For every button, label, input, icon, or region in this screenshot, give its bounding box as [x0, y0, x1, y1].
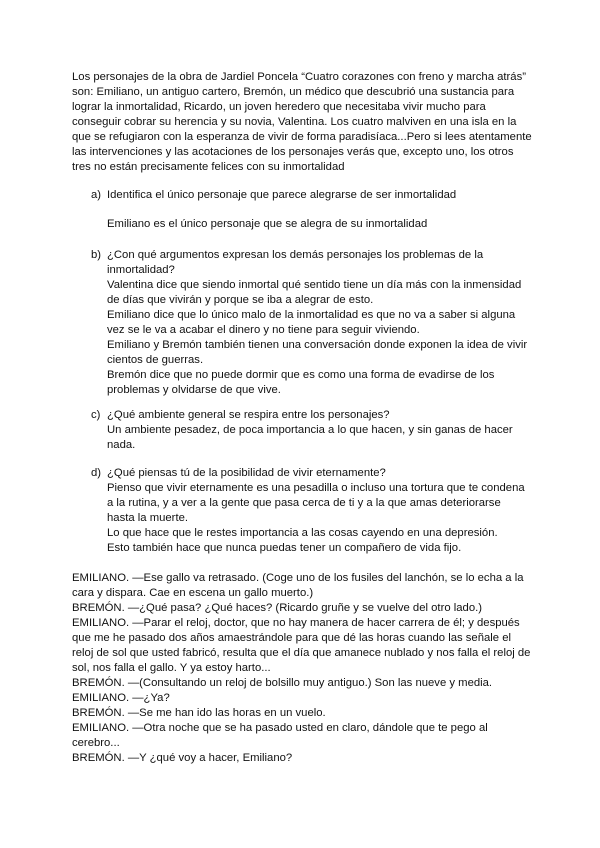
- dialogue-line: EMILIANO. —¿Ya?: [72, 692, 170, 704]
- question-b-marker: b): [91, 249, 102, 261]
- dialogue-line: BREMÓN. —(Consultando un reloj de bolsillo muy antiguo.) Son las nueve y media.: [72, 677, 493, 689]
- question-a-answer: Emiliano es el único personaje que se alegra de su inmortalidad: [107, 218, 428, 230]
- question-b-answer-4: Bremón dice que no puede dormir que es como una forma de evadirse de los problemas y olvidarse de que vive.: [107, 369, 495, 396]
- question-d: [91, 466, 531, 556]
- dialogue-line: EMILIANO. —Ese gallo va retrasado. (Coge uno de los fusiles del lanchón, se lo echa a la cara y dispara. Cae en escena un gallo muerto.): [72, 572, 524, 599]
- dialogue-line: BREMÓN. —Y ¿qué voy a hacer, Emiliano?: [72, 752, 293, 764]
- dialogue-line: BREMÓN. —¿Qué pasa? ¿Qué haces? (Ricardo gruñe y se vuelve del otro lado.): [72, 602, 483, 614]
- question-b-answer-2: Emiliano dice que lo único malo de la inmortalidad es que no va a saber si alguna vez se le va a acabar el dinero y no tiene para seguir viviendo.: [107, 309, 516, 336]
- question-b-text: ¿Con qué argumentos expresan los demás personajes los problemas de la inmortalidad?: [107, 249, 484, 276]
- question-b-answer-1: Valentina dice que siendo inmortal qué sentido tiene un día más con la inmensidad de días que vivirán y porque se iba a alegrar de esto.: [107, 279, 522, 306]
- question-b: [91, 248, 531, 398]
- question-c-marker: c): [91, 409, 101, 421]
- question-d-marker: d): [91, 467, 102, 479]
- dialogue-excerpt: [72, 571, 534, 766]
- dialogue-line: BREMÓN. —Se me han ido las horas en un vuelo.: [72, 707, 326, 719]
- dialogue-line: EMILIANO. —Parar el reloj, doctor, que no hay manera de hacer carrera de él; y después que me he pasado dos años amaestrándole para que dé las horas cuando las señale el reloj de sol que usted fabricó, resulta que el día que amanece nublado y nos falla el reloj de sol, nos falla el gallo. Y ya estoy harto...: [72, 617, 531, 674]
- intro-paragraph: [72, 70, 534, 175]
- question-a-marker: a): [91, 189, 102, 201]
- dialogue-line: EMILIANO. —Otra noche que se ha pasado usted en claro, dándole que te pego al cerebro...: [72, 722, 488, 749]
- question-c-text: ¿Qué ambiente general se respira entre los personajes?: [107, 409, 390, 421]
- question-a: [91, 188, 531, 232]
- question-d-text: ¿Qué piensas tú de la posibilidad de vivir eternamente?: [107, 467, 386, 479]
- question-c-answer: Un ambiente pesadez, de poca importancia a lo que hacen, y sin ganas de hacer nada.: [107, 424, 513, 451]
- question-d-answer-1: Pienso que vivir eternamente es una pesadilla o incluso una tortura que te condena a la rutina, y a ver a la gente que pasa cerca de ti y a la que amas deteriorarse hasta la muerte.: [107, 482, 525, 524]
- question-d-answer-3: Esto también hace que nunca puedas tener un compañero de vida fijo.: [107, 542, 462, 554]
- question-c: [91, 408, 531, 453]
- intro-text: Los personajes de la obra de Jardiel Poncela “Cuatro corazones con freno y marcha atrás” son: Emiliano, un antiguo cartero, Bremón, un médico que descubrió una sustancia para lograr la inmortalidad, Ricardo, un joven heredero que necesitaba vivir mucho para conseguir cobrar su herencia y su novia, Valentina. Los cuatro malviven en una isla en la que se refugiaron con la esperanza de vivir de forma paradisíaca...Pero si lees atentamente las intervenciones y las acotaciones de los personajes verás que, excepto uno, los otros tres no están precisamente felices con su inmortalidad: [72, 71, 532, 173]
- question-b-answer-3: Emiliano y Bremón también tienen una conversación donde exponen la idea de vivir cientos de guerras.: [107, 339, 528, 366]
- question-a-text: Identifica el único personaje que parece alegrarse de ser inmortalidad: [107, 189, 457, 201]
- question-d-answer-2: Lo que hace que le restes importancia a las cosas cayendo en una depresión.: [107, 527, 498, 539]
